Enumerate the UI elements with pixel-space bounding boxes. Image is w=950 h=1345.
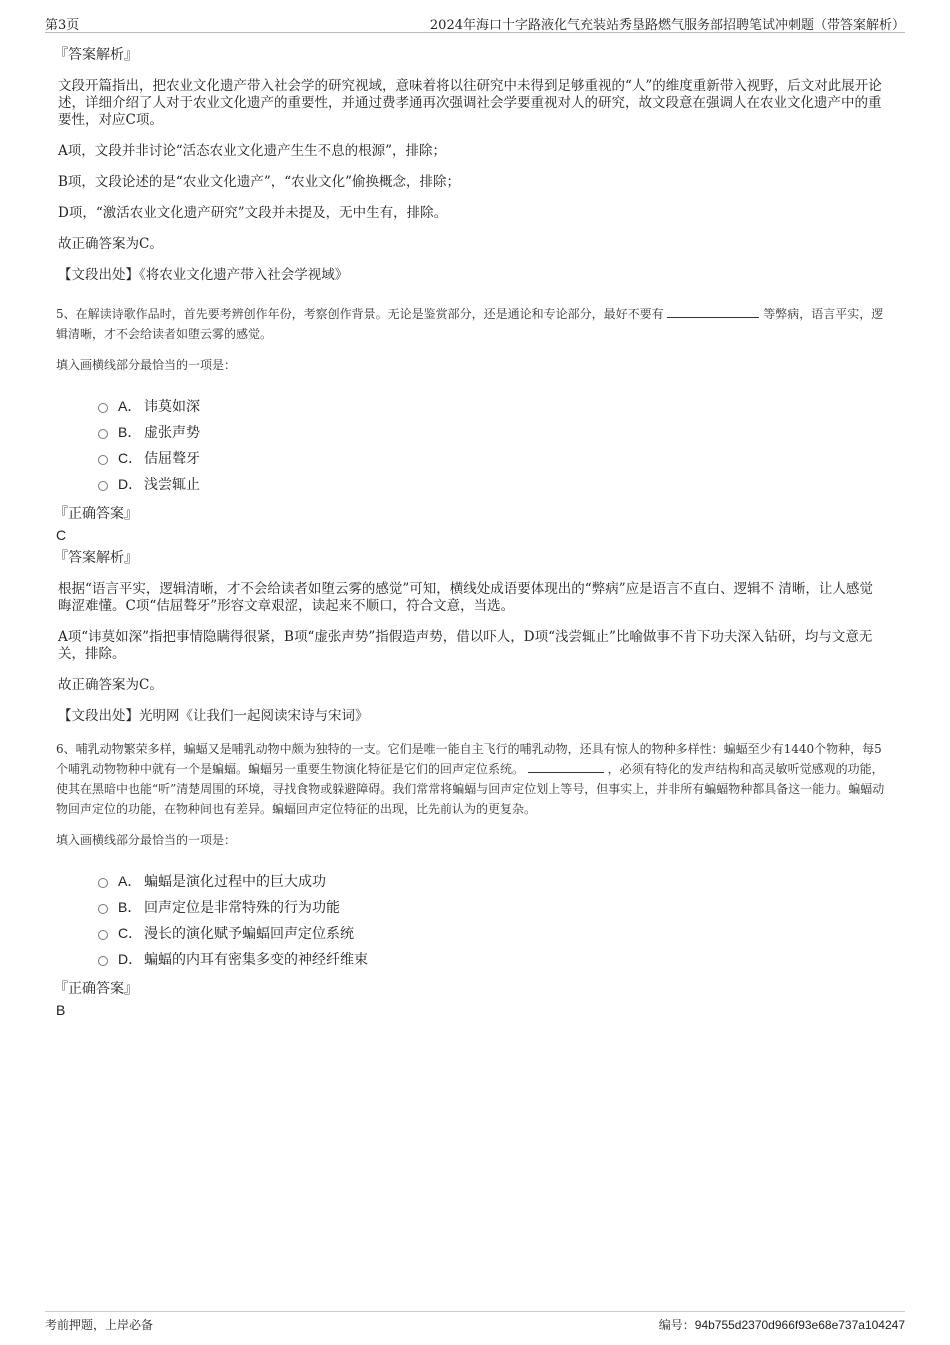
radio-icon[interactable] — [98, 904, 108, 914]
radio-icon[interactable] — [98, 956, 108, 966]
q4-analysis-option-a: A项，文段并非讨论“活态农业文化遗产生生不息的根源”，排除； — [58, 143, 447, 159]
q4-source: 【文段出处】《将农业文化遗产带入社会学视域》 — [58, 267, 349, 283]
q5-blank — [667, 317, 759, 318]
page-header — [45, 10, 905, 33]
document-code — [659, 1316, 905, 1333]
q5-text-before: 5、在解读诗歌作品时，首先要考辨创作年份，考察创作背景。无论是鉴赏部分，还是通论和专论部分，最好不要有 — [56, 307, 664, 321]
q6-blank — [528, 772, 604, 773]
q5-prompt: 填入画横线部分最恰当的一项是： — [56, 358, 237, 372]
radio-icon[interactable] — [98, 455, 108, 465]
q5-text-after: 等弊病，语言平实，逻辑清晰，才不会给读者如堕云雾的感觉。 — [56, 307, 884, 341]
q4-analysis-option-b: B项，文段论述的是“农业文化遗产”，“农业文化”偷换概念，排除； — [58, 174, 461, 190]
q6-option-b[interactable]: B． 回声定位是非常特殊的行为功能 — [98, 894, 885, 920]
footer-slogan: 考前押题，上岸必备 — [45, 1318, 154, 1332]
q4-conclusion: 故正确答案为C。 — [58, 236, 163, 252]
q5-option-c[interactable]: C． 佶屈聱牙 — [98, 445, 885, 471]
q5-answer: C — [56, 527, 67, 543]
q6-text-after: ，必须有特化的发声结构和高灵敏听觉感观的功能，使其在黑暗中也能“听”清楚周围的环境，寻找食物或躲避障碍。我们常常将蝙蝠与回声定位划上等号，但事实上，并非所有蝙蝠物种都具备这一能力。蝙蝠动物回声定位的功能，在物种间也有差异。蝙蝠回声定位特征的出现，比先前认为的更复杂。 — [56, 762, 885, 816]
radio-icon[interactable] — [98, 403, 108, 413]
q5-question-text — [56, 304, 885, 344]
q6-answer: B — [56, 1002, 66, 1018]
radio-icon[interactable] — [98, 878, 108, 888]
q6-answer-label: 『正确答案』 — [54, 981, 138, 997]
q6-option-d[interactable]: D． 蝙蝠的内耳有密集多变的神经纤维束 — [98, 946, 885, 972]
q5-analysis-paragraph-1: 根据“语言平实，逻辑清晰，才不会给读者如堕云雾的感觉”可知，横线处成语要体现出的“弊病”应是语言不直白、逻辑不 清晰，让人感觉晦涩难懂。C项“佶屈聱牙”形容文章艰涩，读起来不顺口，符合文意，当选。 — [58, 581, 873, 614]
q5-option-b[interactable]: B． 虚张声势 — [98, 419, 885, 445]
q6-option-c[interactable]: C． 漫长的演化赋予蝙蝠回声定位系统 — [98, 920, 885, 946]
q5-analysis-paragraph-2: A项“讳莫如深”指把事情隐瞒得很紧，B项“虚张声势”指假造声势，借以吓人，D项“浅尝辄止”比喻做事不肯下功夫深入钻研，均与文意无关，排除。 — [58, 629, 873, 662]
page-number: 第3页 — [45, 18, 80, 33]
q5-conclusion: 故正确答案为C。 — [58, 677, 163, 693]
radio-icon[interactable] — [98, 481, 108, 491]
radio-icon[interactable] — [98, 930, 108, 940]
q6-prompt: 填入画横线部分最恰当的一项是： — [56, 833, 237, 847]
q5-option-a[interactable]: A． 讳莫如深 — [98, 393, 885, 419]
q5-answer-label: 『正确答案』 — [54, 506, 138, 522]
q6-question-text — [56, 739, 885, 819]
q4-analysis-paragraph: 文段开篇指出，把农业文化遗产带入社会学的研究视域，意味着将以往研究中未得到足够重视的“人”的维度重新带入视野，后文对此展开论述，详细介绍了人对于农业文化遗产的重要性，并通过费孝通再次强调社会学要重视对人的研究，故文段意在强调人在农业文化遗产中的重要性，对应C项。 — [58, 78, 882, 128]
q6-option-a[interactable]: A． 蝙蝠是演化过程中的巨大成功 — [98, 868, 885, 894]
q5-options — [98, 393, 885, 497]
page-content — [52, 44, 885, 1022]
q4-analysis-option-d: D项，“激活农业文化遗产研究”文段并未提及，无中生有，排除。 — [58, 205, 448, 221]
page-footer — [45, 1311, 905, 1334]
q6-text-before: 6、哺乳动物繁荣多样，蝙蝠又是哺乳动物中颇为独特的一支。它们是唯一能自主飞行的哺乳动物，还具有惊人的物种多样性：蝙蝠至少有1440个物种，每5个哺乳动物物种中就有一个是蝙蝠。蝙蝠另一重要生物演化特征是它们的回声定位系统。 — [56, 742, 882, 776]
q5-source: 【文段出处】光明网《让我们一起阅读宋诗与宋词》 — [58, 708, 369, 724]
q6-options — [98, 868, 885, 972]
document-title: 2024年海口十字路液化气充装站秀垦路燃气服务部招聘笔试冲刺题（带答案解析） — [429, 18, 905, 33]
q5-option-d[interactable]: D． 浅尝辄止 — [98, 471, 885, 497]
code-value: 94b755d2370d966f93e68e737a104247 — [694, 1318, 905, 1332]
code-label: 编号： — [658, 1318, 695, 1332]
q5-analysis-label: 『答案解析』 — [54, 550, 138, 566]
q4-analysis-label: 『答案解析』 — [54, 47, 138, 63]
radio-icon[interactable] — [98, 429, 108, 439]
